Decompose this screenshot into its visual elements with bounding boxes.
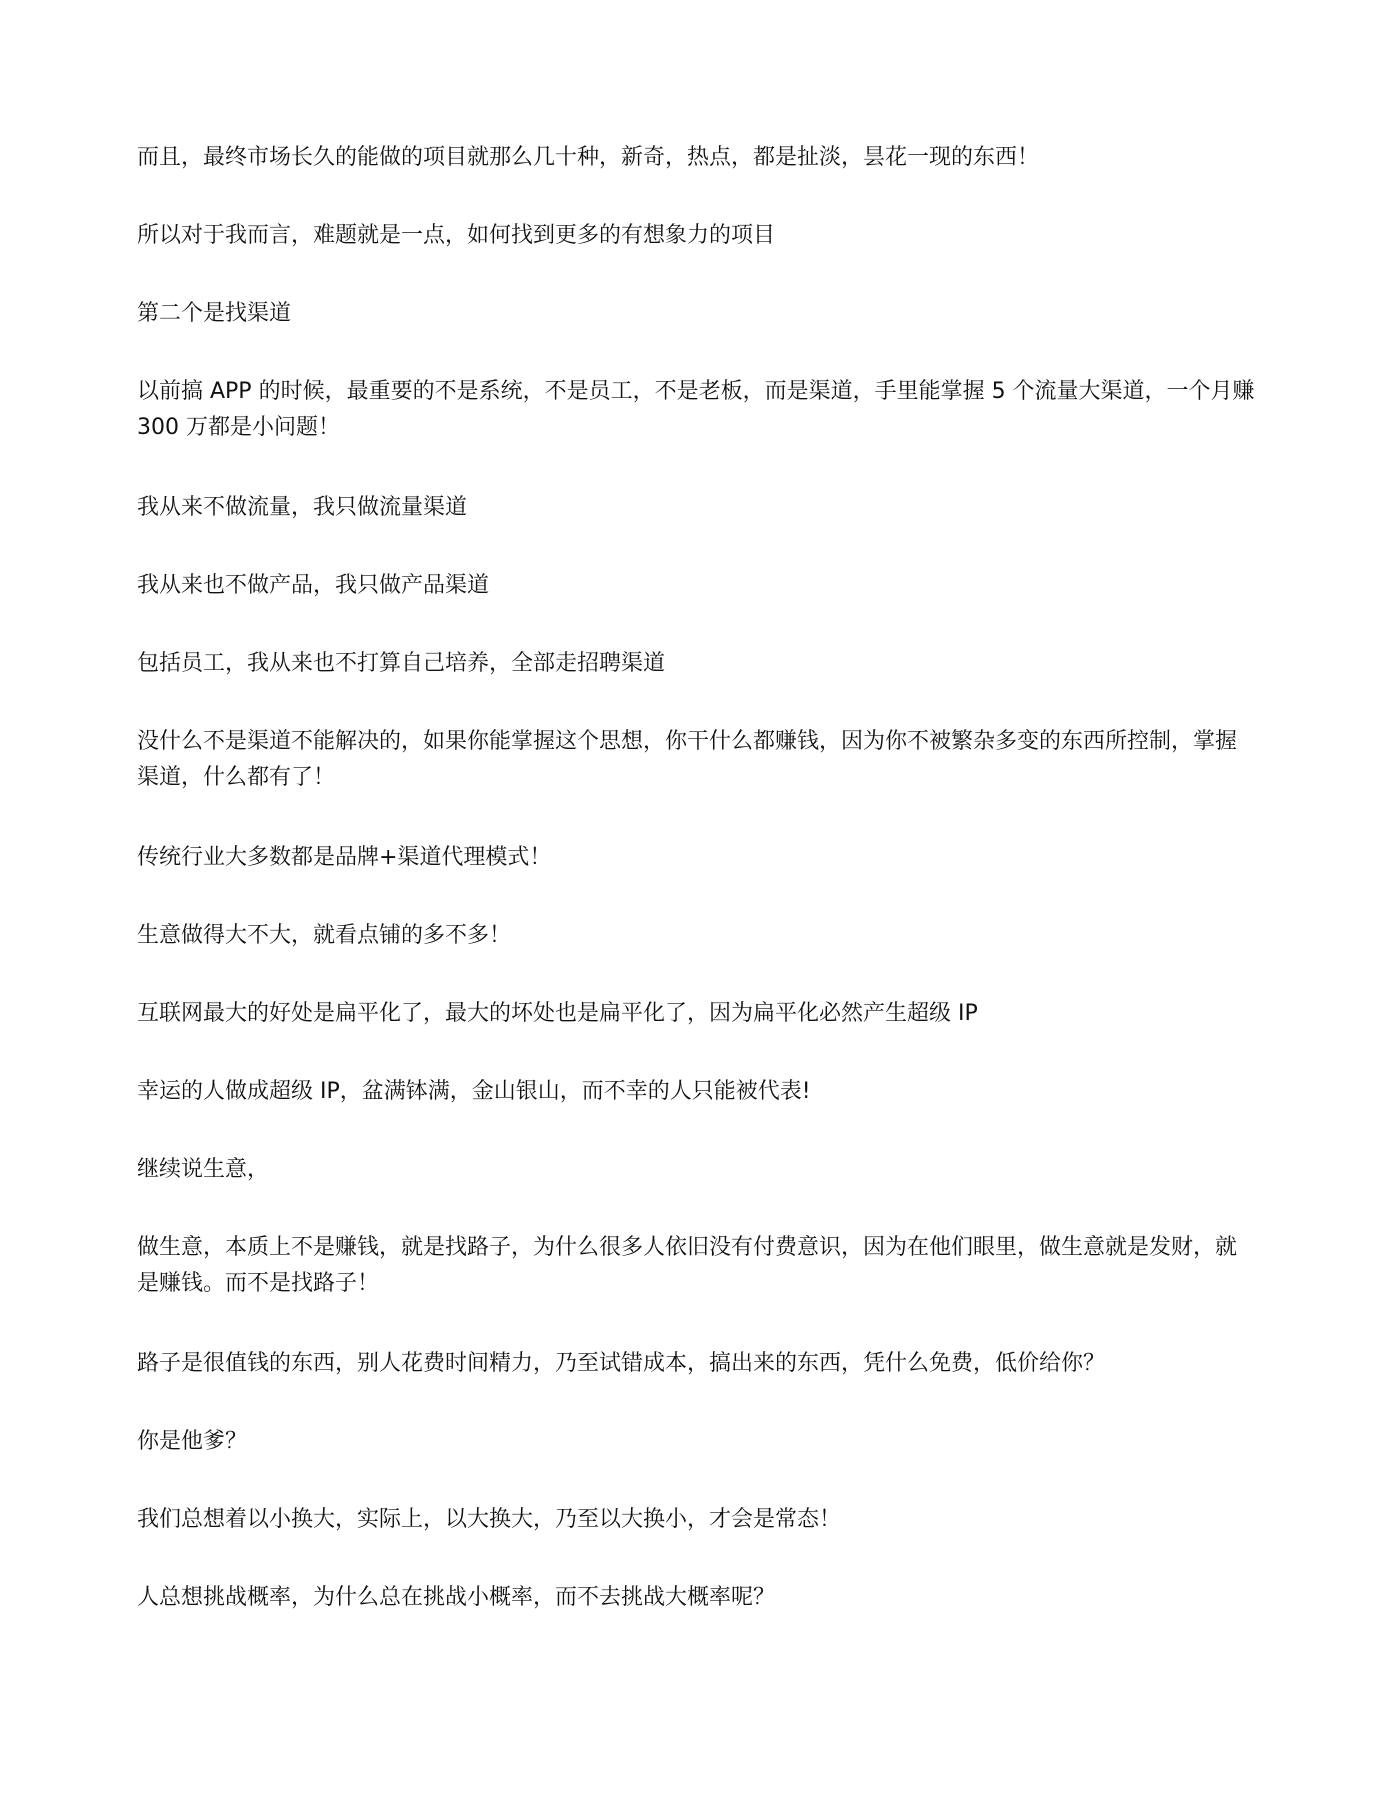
- paragraph: 你是他爹？: [137, 1429, 248, 1454]
- paragraph: 互联网最大的好处是扁平化了，最大的坏处也是扁平化了，因为扁平化必然产生超级 IP: [137, 1001, 978, 1026]
- paragraph: 传统行业大多数都是品牌+渠道代理模式！: [137, 845, 552, 870]
- paragraph: 而且，最终市场长久的能做的项目就那么几十种，新奇，热点，都是扯淡，昙花一现的东西！: [137, 145, 1040, 170]
- document-body: [137, 140, 1257, 1658]
- paragraph: 生意做得大不大，就看点铺的多不多！: [137, 923, 512, 948]
- paragraph: 路子是很值钱的东西，别人花费时间精力，乃至试错成本，搞出来的东西，凭什么免费，低价给你？: [137, 1351, 1106, 1376]
- paragraph: 所以对于我而言，难题就是一点，如何找到更多的有想象力的项目: [137, 223, 776, 248]
- paragraph: 包括员工，我从来也不打算自己培养，全部走招聘渠道: [137, 651, 666, 676]
- paragraph: 人总想挑战概率，为什么总在挑战小概率，而不去挑战大概率呢？: [137, 1585, 776, 1610]
- paragraph: 做生意，本质上不是赚钱，就是找路子，为什么很多人依旧没有付费意识，因为在他们眼里，做生意就是发财，就是赚钱。而不是找路子！: [137, 1235, 1238, 1296]
- paragraph: 幸运的人做成超级 IP，盆满钵满，金山银山，而不幸的人只能被代表!: [137, 1079, 811, 1104]
- paragraph: 没什么不是渠道不能解决的，如果你能掌握这个思想，你干什么都赚钱，因为你不被繁杂多变的东西所控制，掌握渠道，什么都有了！: [137, 729, 1238, 790]
- paragraph: 继续说生意，: [137, 1157, 270, 1182]
- paragraph: 我从来不做流量，我只做流量渠道: [137, 495, 468, 520]
- paragraph: 第二个是找渠道: [137, 301, 292, 326]
- paragraph: 我们总想着以小换大，实际上，以大换大，乃至以大换小，才会是常态！: [137, 1507, 842, 1532]
- paragraph: 以前搞 APP 的时候，最重要的不是系统，不是员工，不是老板，而是渠道，手里能掌握 5 个流量大渠道，一个月赚 300 万都是小问题！: [137, 379, 1255, 440]
- paragraph: 我从来也不做产品，我只做产品渠道: [137, 573, 490, 598]
